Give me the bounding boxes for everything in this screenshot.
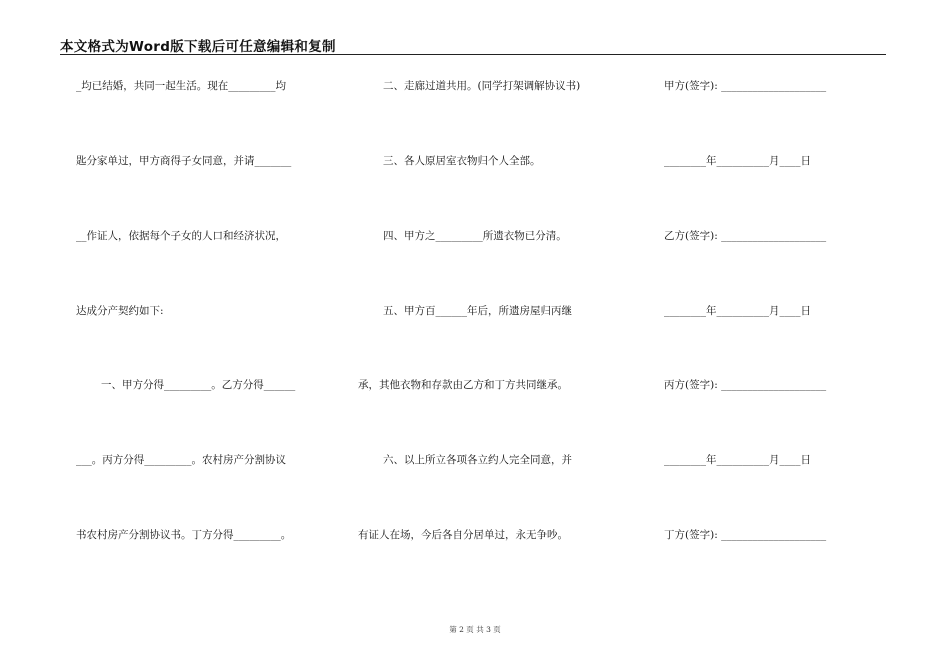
left-line-2: 匙分家单过，甲方商得子女同意，并请_______: [76, 155, 292, 167]
signature-line-party-b: 乙方(签字): ____________________: [664, 230, 827, 242]
middle-line-1: 二、走廊过道共用。(同学打架调解协议书): [383, 80, 581, 92]
header-title: 本文格式为Word版下载后可任意编辑和复制: [60, 39, 336, 55]
left-line-6: ___。丙方分得_________。农村房产分割协议: [76, 454, 286, 466]
date-line-party-c: ________年__________月____日: [664, 454, 811, 466]
date-line-party-a: ________年__________月____日: [664, 155, 811, 167]
middle-line-5: 承，其他衣物和存款由乙方和丁方共同继承。: [358, 379, 568, 391]
signature-line-party-d: 丁方(签字): ____________________: [664, 529, 827, 541]
middle-line-6: 六、以上所立各项各立约人完全同意，并: [383, 454, 572, 466]
page-number: 第 2 页 共 3 页: [449, 625, 501, 634]
date-line-party-b: ________年__________月____日: [664, 305, 811, 317]
document-header: [60, 36, 886, 55]
middle-line-4: 五、甲方百______年后，所遗房屋归丙继: [383, 305, 572, 317]
left-line-4: 达成分产契约如下:: [76, 305, 164, 317]
middle-line-7: 有证人在场，今后各自分居单过，永无争吵。: [358, 529, 568, 541]
left-line-1: _均已结婚，共同一起生活。现在_________均: [76, 80, 286, 92]
middle-line-3: 四、甲方之_________所遗衣物已分清。: [383, 230, 567, 242]
left-line-7: 书农村房产分割协议书。丁方分得_________。: [76, 529, 292, 541]
signature-line-party-a: 甲方(签字): ____________________: [664, 80, 827, 92]
left-line-5: 一、甲方分得_________。乙方分得______: [101, 379, 296, 391]
signature-line-party-c: 丙方(签字): ____________________: [664, 379, 827, 391]
middle-line-2: 三、各人原居室衣物归个人全部。: [383, 155, 541, 167]
left-line-3: __作证人，依据每个子女的人口和经济状况，: [76, 230, 286, 242]
